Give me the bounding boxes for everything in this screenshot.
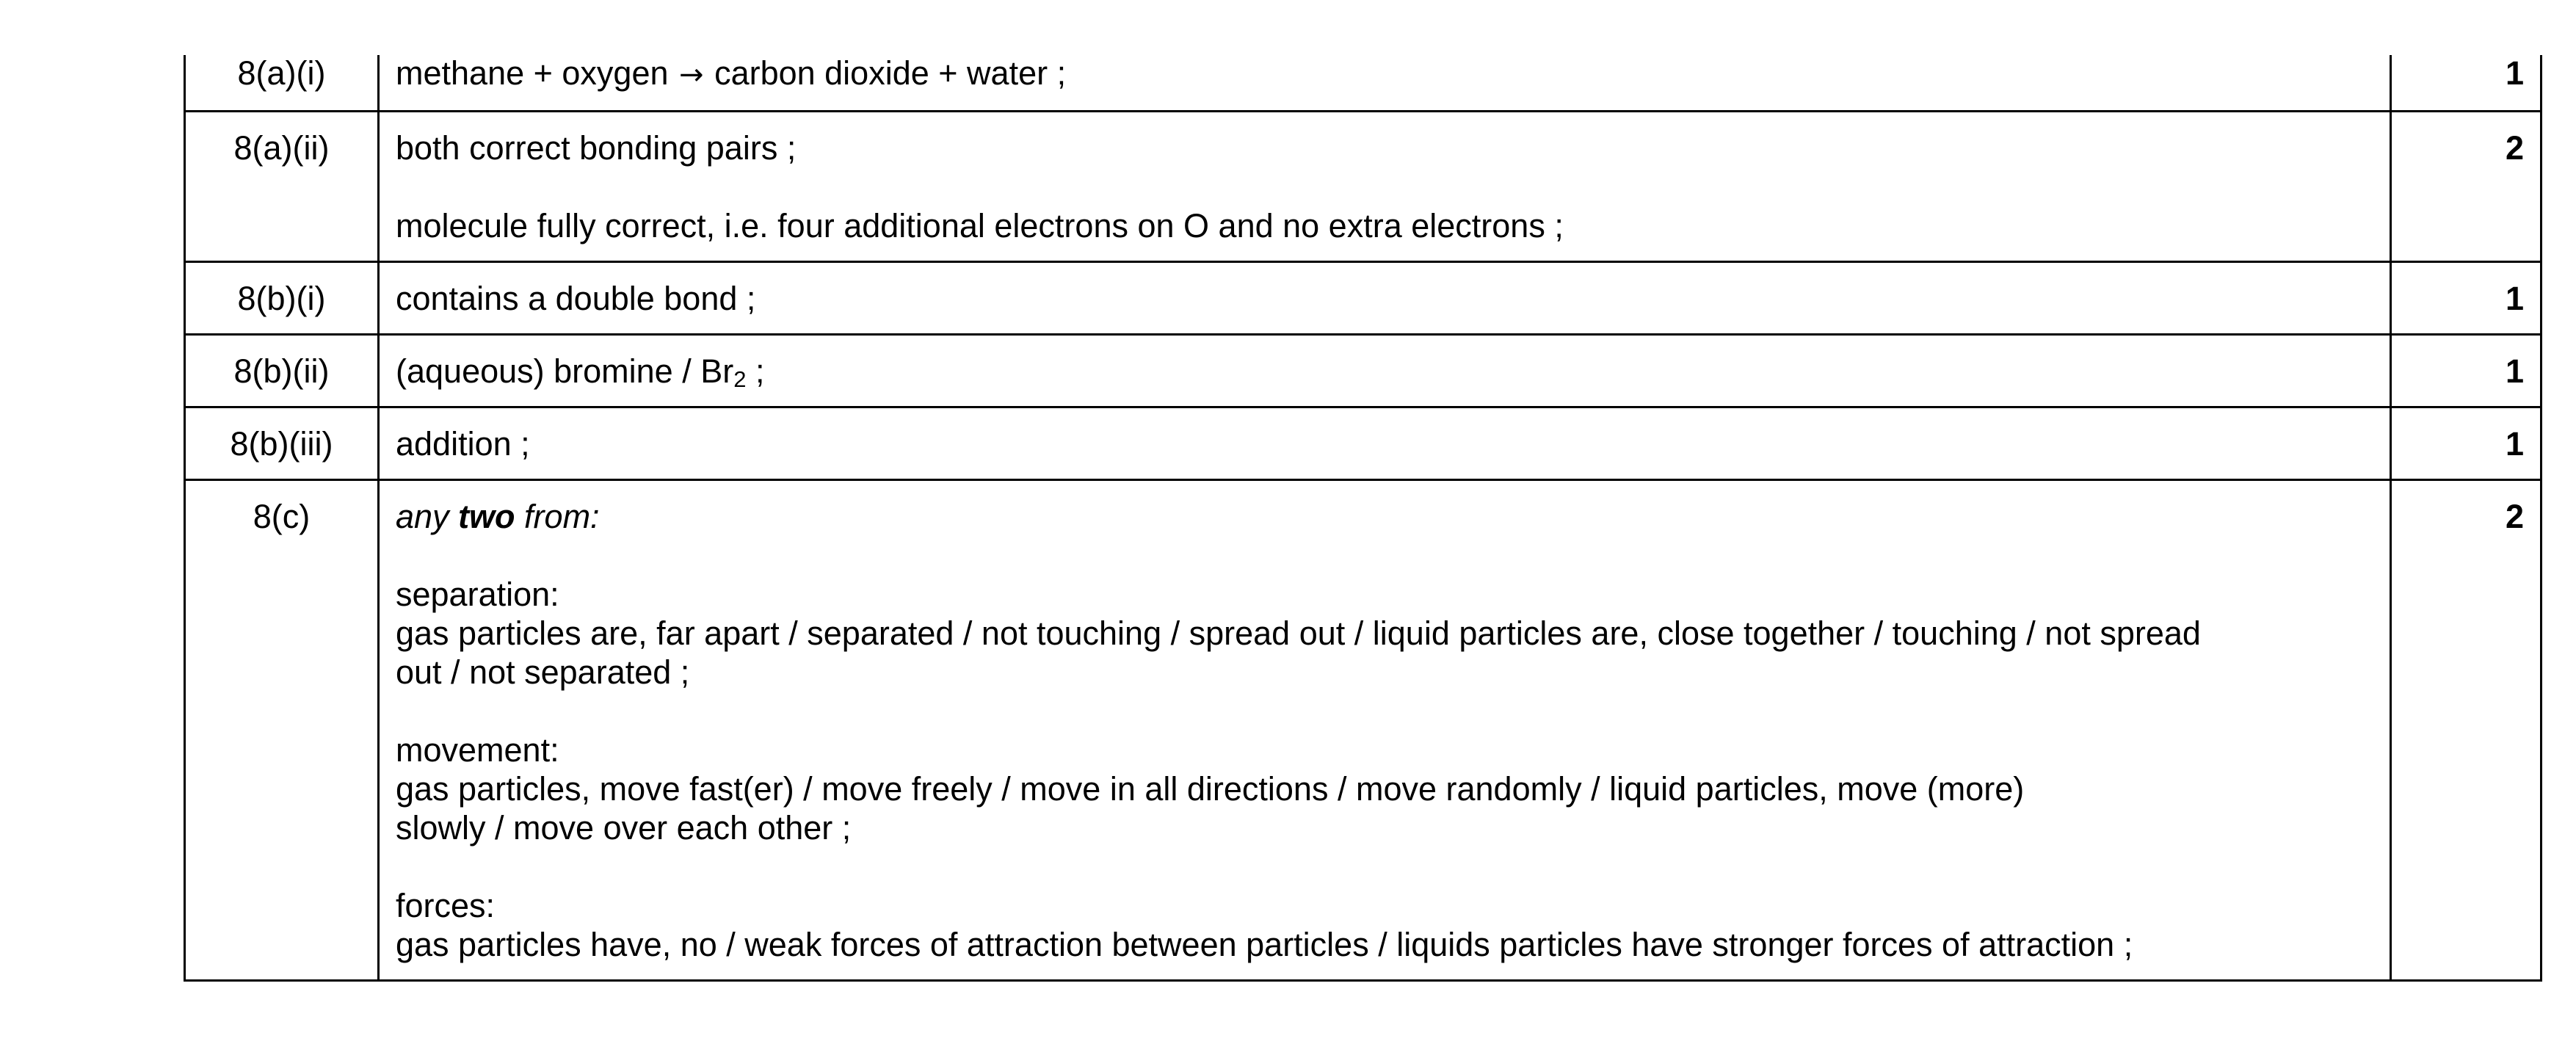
table-row: [185, 480, 2541, 981]
marks-cell: [2391, 335, 2541, 407]
answer-line: gas particles, move fast(er) / move freely / move in all directions / move randomly / liquid particles, move (more): [396, 770, 2025, 808]
answer-text: (aqueous) bromine / Br: [396, 352, 734, 390]
marks-value: 1: [2505, 54, 2524, 92]
marks-cell: [2391, 480, 2541, 981]
answer-line: gas particles are, far apart / separated / not touching / spread out / liquid particles are, close together / touching / not spread: [396, 615, 2201, 652]
table-row: [185, 335, 2541, 407]
answer-intro: [396, 497, 2368, 536]
question-number: 8(c): [253, 498, 311, 535]
answer-cell: [379, 112, 2391, 262]
question-number-cell: [185, 480, 379, 981]
marks-cell: [2391, 262, 2541, 335]
line-gap: [396, 536, 2368, 575]
answer-line: slowly / move over each other ;: [396, 809, 852, 847]
question-number-cell: [185, 262, 379, 335]
table-row: [185, 112, 2541, 262]
answer-text-reactants: methane + oxygen: [396, 54, 669, 92]
line-gap: [396, 167, 2368, 206]
marks-value: 1: [2505, 280, 2524, 317]
line-gap: [396, 847, 2368, 886]
marks-cell: [2391, 112, 2541, 262]
mark-scheme-table: [184, 55, 2542, 982]
intro-pre: any: [396, 498, 459, 535]
section-heading-separation: separation:: [396, 576, 559, 613]
table-row: [185, 407, 2541, 480]
answer-line: out / not separated ;: [396, 653, 690, 691]
question-number-cell: [185, 55, 379, 112]
question-number-cell: [185, 335, 379, 407]
question-number-cell: [185, 112, 379, 262]
section-heading-movement: movement:: [396, 731, 559, 769]
answer-text-products: carbon dioxide + water ;: [714, 54, 1067, 92]
section-heading-forces: forces:: [396, 887, 496, 924]
marks-cell: [2391, 407, 2541, 480]
marks-value: 2: [2505, 498, 2524, 535]
line-gap: [396, 692, 2368, 731]
answer-cell: [379, 55, 2391, 112]
answer-cell: [379, 262, 2391, 335]
marks-value: 2: [2505, 129, 2524, 167]
answer-cell: [379, 407, 2391, 480]
question-number: 8(b)(ii): [233, 352, 330, 390]
right-arrow-icon: →: [679, 58, 704, 92]
answer-line: gas particles have, no / weak forces of attraction between particles / liquids particles have stronger forces of attraction ;: [396, 926, 2133, 963]
answer-text: contains a double bond ;: [396, 280, 756, 317]
question-number: 8(b)(i): [237, 280, 326, 317]
marks-value: 1: [2505, 425, 2524, 463]
table-row: [185, 262, 2541, 335]
answer-text: addition ;: [396, 425, 530, 463]
chemical-subscript: 2: [733, 366, 747, 392]
question-number: 8(a)(i): [237, 54, 326, 92]
table-row: [185, 55, 2541, 112]
answer-cell: [379, 480, 2391, 981]
answer-line: both correct bonding pairs ;: [396, 129, 797, 167]
intro-emphasis: two: [458, 498, 515, 535]
answer-line: molecule fully correct, i.e. four additional electrons on O and no extra electrons ;: [396, 207, 1564, 244]
answer-cell: [379, 335, 2391, 407]
intro-post: from:: [515, 498, 600, 535]
answer-text-end: ;: [746, 352, 765, 390]
marks-value: 1: [2505, 352, 2524, 390]
question-number: 8(b)(iii): [230, 425, 333, 463]
question-number: 8(a)(ii): [233, 129, 330, 167]
question-number-cell: [185, 407, 379, 480]
marks-cell: [2391, 55, 2541, 112]
